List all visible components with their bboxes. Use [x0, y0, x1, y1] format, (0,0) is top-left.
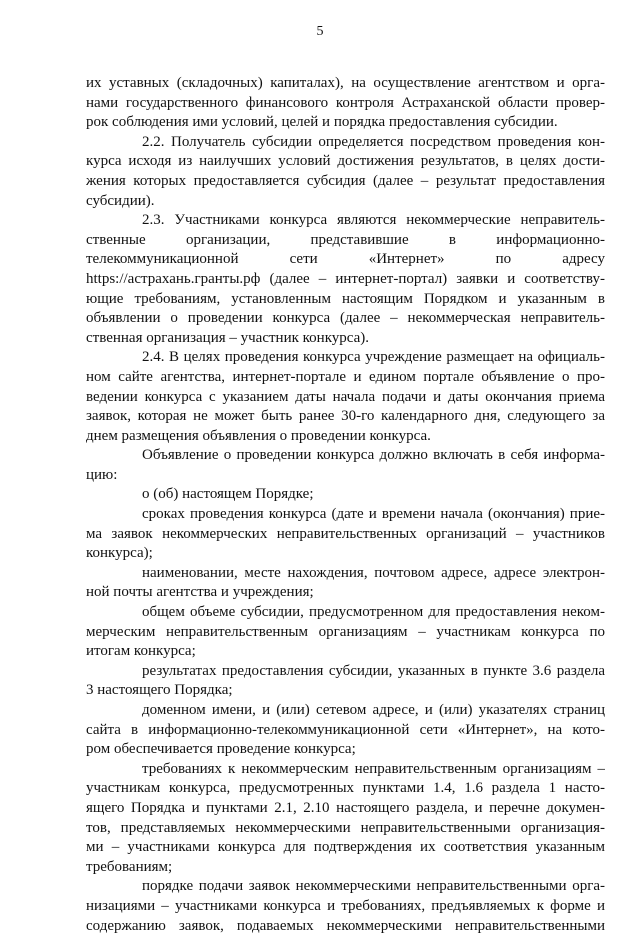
- text-line: порядке подачи заявок некоммерческими неправительственными орга-: [142, 878, 605, 895]
- text-line: ящего Порядка и пунктами 2.1, 2.10 настоящего раздела, и перечне докумен-: [86, 799, 605, 816]
- text-line: требованиях к некоммерческим неправительственным организациям –: [142, 760, 605, 777]
- text-line: рок соблюдения ими условий, целей и порядка предоставления субсидии.: [86, 114, 558, 131]
- text-line: ром обеспечивается проведение конкурса;: [86, 741, 356, 758]
- text-line: мерческим неправительственным организациям – участникам конкурса по: [86, 623, 605, 640]
- text-line: ми – участниками конкурса для подтверждения их соответствия указанным: [86, 839, 605, 856]
- text-line: участникам конкурса, предусмотренных пунктами 1.4, 1.6 раздела 1 насто-: [86, 780, 605, 797]
- text-line: жения которых предоставляется субсидия (далее – результат предоставления: [86, 172, 605, 189]
- text-line: о (об) настоящем Порядке;: [142, 486, 314, 503]
- text-line: наименовании, месте нахождения, почтовом адресе, адресе электрон-: [142, 564, 605, 581]
- text-line: 2.2. Получатель субсидии определяется посредством проведения кон-: [142, 133, 605, 150]
- text-line: ном сайте агентства, интернет-портале и едином портале объявление о про-: [86, 368, 605, 385]
- text-line: объявлении о проведении конкурса (далее – некоммерческая неправитель-: [86, 310, 605, 327]
- text-line: ственные организации, представившие в информационно-: [86, 231, 605, 248]
- text-line: заявок, которая не может быть ранее 30-го календарного дня, следующего за: [86, 408, 605, 425]
- body-text: [86, 74, 605, 936]
- text-line: ющие требованиям, установленным настоящим Порядком и указанным в: [86, 290, 605, 307]
- text-line: телекоммуникационной сети «Интернет» по адресу: [86, 251, 605, 268]
- text-line: ной почты агентства и учреждения;: [86, 584, 314, 601]
- text-line: сайта в информационно-телекоммуникационной сети «Интернет», на кото-: [86, 721, 605, 738]
- text-line: ма заявок некоммерческих неправительственных организаций – участников: [86, 525, 605, 542]
- text-line: курса исходя из наилучших условий достижения результатов, в целях дости-: [86, 153, 605, 170]
- text-line: конкурса);: [86, 545, 153, 562]
- text-line: тов, представляемых некоммерческими неправительственными организация-: [86, 819, 605, 836]
- text-line: https://астрахань.гранты.рф (далее – интернет-портал) заявки и соответству-: [86, 270, 605, 287]
- text-line: цию:: [86, 466, 118, 483]
- text-line: нами государственного финансового контроля Астраханской области провер-: [86, 94, 605, 111]
- page-number: 5: [316, 24, 324, 39]
- text-line: итогам конкурса;: [86, 643, 196, 660]
- text-line: ведении конкурса с указанием даты начала подачи и даты окончания приема: [86, 388, 605, 405]
- text-line: низациями – участниками конкурса и требованиях, предъявляемых к форме и: [86, 897, 605, 914]
- text-line: 3 настоящего Порядка;: [86, 682, 233, 699]
- text-line: общем объеме субсидии, предусмотренном для предоставления неком-: [142, 604, 605, 621]
- text-line: их уставных (складочных) капиталах), на осуществление агентством и орга-: [86, 75, 605, 91]
- text-line: ственная организация – участник конкурса).: [86, 329, 370, 346]
- text-line: доменном имени, и (или) сетевом адресе, и (или) указателях страниц: [142, 702, 605, 718]
- text-line: содержанию заявок, подаваемых некоммерческими неправительственными: [86, 917, 605, 934]
- text-line: Объявление о проведении конкурса должно включать в себя информа-: [142, 447, 605, 464]
- text-line: сроках проведения конкурса (дате и времени начала (окончания) прие-: [142, 506, 605, 523]
- text-line: требованиям;: [86, 858, 173, 875]
- text-line: днем размещения объявления о проведении конкурса.: [86, 427, 431, 444]
- text-line: субсидии).: [86, 192, 155, 209]
- text-line: 2.4. В целях проведения конкурса учреждение размещает на официаль-: [142, 349, 605, 366]
- text-line: 2.3. Участниками конкурса являются некоммерческие неправитель-: [142, 212, 605, 229]
- text-line: результатах предоставления субсидии, указанных в пункте 3.6 раздела: [142, 662, 605, 679]
